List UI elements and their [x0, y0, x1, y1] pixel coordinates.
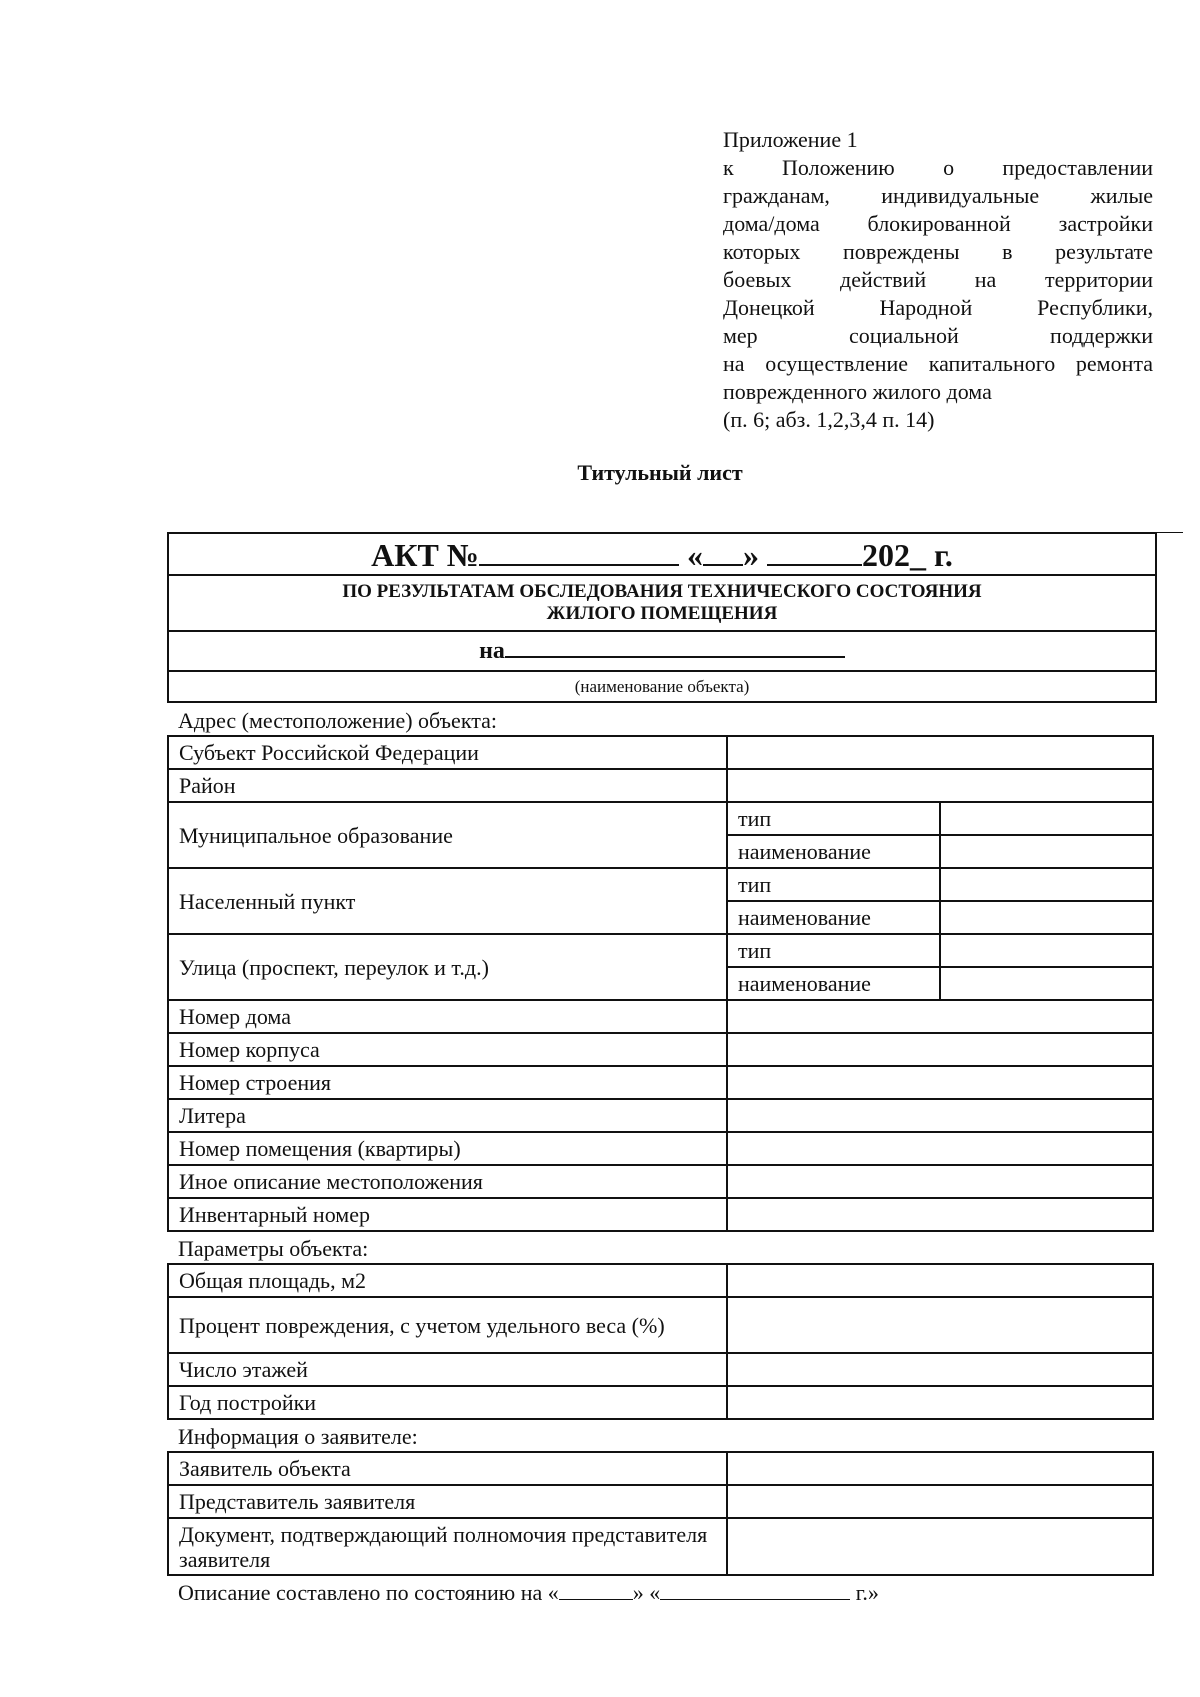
row-value[interactable] [727, 769, 1153, 802]
table-row [168, 1485, 1153, 1518]
row-value[interactable] [727, 1165, 1153, 1198]
page-title: Титульный лист [577, 460, 743, 485]
row-value[interactable] [940, 835, 1153, 868]
row-value[interactable] [940, 967, 1153, 1000]
name-label: наименование [727, 967, 940, 1000]
appendix-reference: (п. 6; абз. 1,2,3,4 п. 14) [723, 407, 935, 432]
row-value[interactable] [727, 1297, 1153, 1353]
table-row [168, 934, 1153, 967]
row-label: Процент повреждения, с учетом удельного веса (%) [168, 1297, 727, 1353]
row-label: Число этажей [168, 1353, 727, 1386]
name-label: наименование [727, 835, 940, 868]
row-label: Номер помещения (квартиры) [168, 1132, 727, 1165]
table-row [168, 868, 1153, 901]
month-blank[interactable] [660, 1579, 850, 1600]
row-label: Иное описание местоположения [168, 1165, 727, 1198]
name-label: наименование [727, 901, 940, 934]
table-row [168, 1132, 1153, 1165]
appendix-line: поврежденного жилого дома [723, 379, 992, 404]
appendix-line: на осуществление капитального ремонта [723, 351, 1153, 376]
table-row [168, 1386, 1153, 1419]
row-value[interactable] [727, 1386, 1153, 1419]
object-name-caption: (наименование объекта) [169, 672, 1155, 703]
row-value[interactable] [727, 1264, 1153, 1297]
appendix-line: которых повреждены в результате [723, 239, 1153, 264]
act-header [167, 532, 1157, 703]
act-prefix: АКТ № [371, 537, 479, 573]
row-value[interactable] [727, 1033, 1153, 1066]
quote-open: « [686, 537, 703, 573]
row-label: Номер корпуса [168, 1033, 727, 1066]
act-number-blank[interactable] [479, 534, 679, 566]
act-number-row [169, 534, 1155, 576]
table-row [168, 1297, 1153, 1353]
act-subtitle-line1: ПО РЕЗУЛЬТАТАМ ОБСЛЕДОВАНИЯ ТЕХНИЧЕСКОГО СОСТОЯНИЯ [342, 581, 982, 602]
act-subtitle [169, 576, 1155, 632]
row-label: Муниципальное образование [168, 802, 727, 868]
type-label: тип [727, 868, 940, 901]
row-label: Представитель заявителя [168, 1485, 727, 1518]
appendix-line: боевых действий на территории [723, 267, 1153, 292]
appendix-number: Приложение 1 [723, 127, 858, 152]
table-row [168, 1264, 1153, 1297]
act-day-blank[interactable] [703, 534, 743, 566]
footer-suffix: г.» [850, 1580, 879, 1605]
table-row [168, 1198, 1153, 1231]
applicant-table [167, 1451, 1154, 1576]
applicant-section-label: Информация о заявителе: [178, 1424, 418, 1449]
appendix-line: гражданам, индивидуальные жилые [723, 183, 1153, 208]
appendix-line: Донецкой Народной Республики, [723, 295, 1153, 320]
table-row [168, 1000, 1153, 1033]
table-row [168, 1033, 1153, 1066]
row-value[interactable] [727, 1099, 1153, 1132]
row-label: Улица (проспект, переулок и т.д.) [168, 934, 727, 1000]
object-name-row [169, 632, 1155, 672]
object-name-blank[interactable] [505, 634, 845, 658]
row-value[interactable] [727, 736, 1153, 769]
row-label: Номер строения [168, 1066, 727, 1099]
row-value[interactable] [727, 1198, 1153, 1231]
na-label: на [479, 638, 505, 664]
row-value[interactable] [940, 868, 1153, 901]
appendix-line: мер социальной поддержки [723, 323, 1153, 348]
act-subtitle-line2: ЖИЛОГО ПОМЕЩЕНИЯ [546, 603, 778, 624]
row-label: Общая площадь, м2 [168, 1264, 727, 1297]
row-label: Номер дома [168, 1000, 727, 1033]
row-label: Литера [168, 1099, 727, 1132]
params-section-label: Параметры объекта: [178, 1236, 369, 1261]
table-row [168, 1518, 1153, 1575]
type-label: тип [727, 934, 940, 967]
table-row [168, 802, 1153, 835]
row-value[interactable] [727, 1132, 1153, 1165]
row-value[interactable] [727, 1485, 1153, 1518]
appendix-line: к Положению о предоставлении [723, 155, 1153, 180]
row-label: Субъект Российской Федерации [168, 736, 727, 769]
row-value[interactable] [940, 934, 1153, 967]
table-row [168, 1099, 1153, 1132]
row-value[interactable] [727, 1000, 1153, 1033]
params-table [167, 1263, 1154, 1420]
row-value[interactable] [727, 1066, 1153, 1099]
divider [1153, 532, 1183, 533]
table-row [168, 1353, 1153, 1386]
row-label: Населенный пункт [168, 868, 727, 934]
row-label: Документ, подтверждающий полномочия представителя заявителя [168, 1518, 727, 1575]
appendix-line: дома/дома блокированной застройки [723, 211, 1153, 236]
row-value[interactable] [727, 1353, 1153, 1386]
row-label: Заявитель объекта [168, 1452, 727, 1485]
row-value[interactable] [727, 1518, 1153, 1575]
table-row [168, 1066, 1153, 1099]
row-label: Год постройки [168, 1386, 727, 1419]
description-date-line [178, 1579, 879, 1606]
footer-prefix: Описание составлено по состоянию на « [178, 1580, 559, 1605]
row-value[interactable] [940, 802, 1153, 835]
address-section-label: Адрес (местоположение) объекта: [178, 708, 497, 733]
row-label: Район [168, 769, 727, 802]
appendix-block [723, 126, 1153, 434]
act-month-blank[interactable] [767, 534, 862, 566]
address-table [167, 735, 1154, 1232]
table-row [168, 1452, 1153, 1485]
row-label: Инвентарный номер [168, 1198, 727, 1231]
type-label: тип [727, 802, 940, 835]
row-value[interactable] [727, 1452, 1153, 1485]
row-value[interactable] [940, 901, 1153, 934]
day-blank[interactable] [559, 1579, 633, 1600]
table-row [168, 736, 1153, 769]
footer-mid: » « [632, 1580, 661, 1605]
act-year: 202_ г. [861, 537, 953, 573]
quote-close: » [742, 537, 759, 573]
table-row [168, 769, 1153, 802]
table-row [168, 1165, 1153, 1198]
